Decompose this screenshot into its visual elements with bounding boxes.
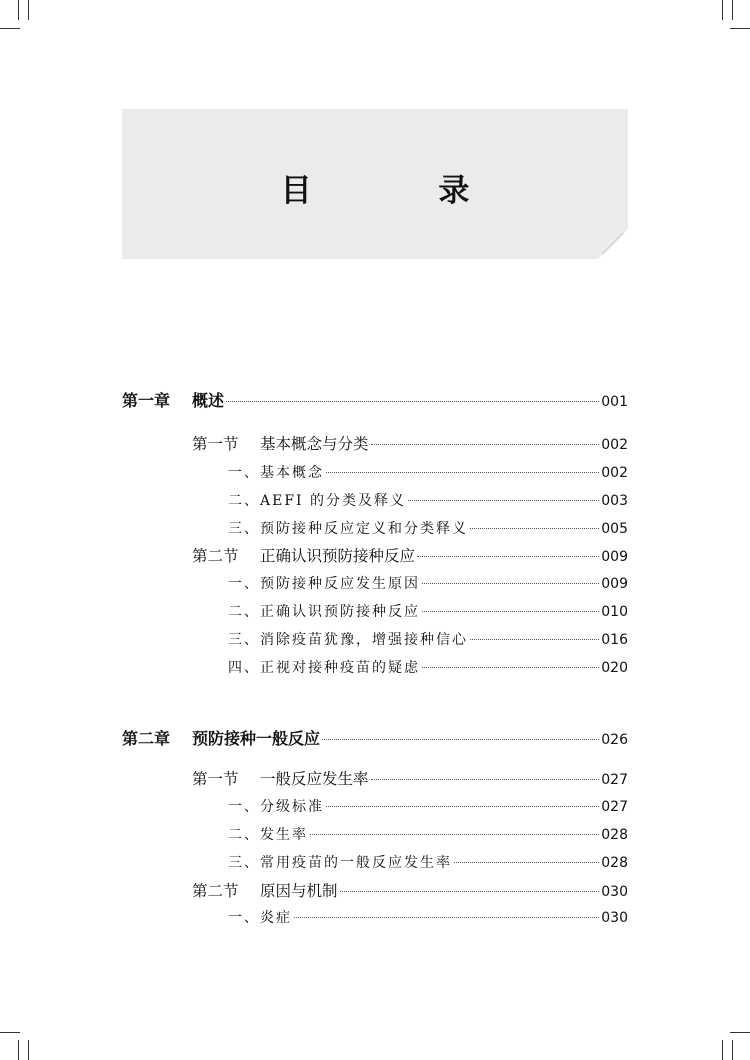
crop-mark [0, 28, 20, 29]
toc-item[interactable] [122, 601, 628, 621]
page-number: 028 [601, 827, 628, 843]
title-banner [122, 109, 628, 259]
toc-item[interactable] [122, 629, 628, 649]
page-number: 003 [601, 493, 628, 509]
dot-leader [340, 891, 600, 892]
section-number: 第一节 [192, 435, 239, 453]
section-number: 第一节 [192, 770, 239, 788]
item-title: 一、基本概念 [228, 465, 324, 481]
crop-mark [730, 28, 750, 29]
section-title: 正确认识预防接种反应 [260, 547, 416, 565]
page-number: 030 [601, 910, 628, 926]
item-title: 三、预防接种反应定义和分类释义 [228, 521, 468, 537]
page-number: 027 [601, 772, 628, 788]
page-number: 009 [601, 576, 628, 592]
page-number: 005 [601, 521, 628, 537]
item-title: 一、分级标准 [228, 799, 324, 815]
dot-leader [454, 862, 599, 863]
chapter-title: 预防接种一般反应 [192, 729, 321, 748]
toc-item[interactable] [122, 462, 628, 482]
dot-leader [326, 472, 599, 473]
dot-leader [408, 500, 599, 501]
dot-leader [422, 611, 599, 612]
item-title: 二、正确认识预防接种反应 [228, 604, 420, 620]
page-number: 001 [601, 394, 628, 410]
dot-leader [470, 639, 599, 640]
toc-section[interactable] [122, 544, 628, 566]
toc-item[interactable] [122, 824, 628, 844]
page-title: 目 录 [280, 173, 528, 209]
crop-mark [28, 1040, 29, 1060]
toc-section[interactable] [122, 432, 628, 454]
crop-mark [732, 1040, 733, 1060]
page-number: 030 [601, 884, 628, 900]
page-curl-decoration [598, 229, 628, 259]
section-title: 基本概念与分类 [260, 435, 369, 453]
page-number: 016 [601, 632, 628, 648]
item-title: 四、正视对接种疫苗的疑虑 [228, 660, 420, 676]
chapter-number: 第一章 [122, 391, 171, 410]
toc-chapter[interactable] [122, 726, 628, 749]
dot-leader [371, 779, 600, 780]
page-number: 009 [601, 549, 628, 565]
chapter-number: 第二章 [122, 729, 171, 748]
page-number: 028 [601, 855, 628, 871]
dot-leader [422, 667, 599, 668]
section-number: 第二节 [192, 547, 239, 565]
crop-mark [730, 1032, 750, 1033]
page-number: 002 [601, 465, 628, 481]
section-title: 原因与机制 [260, 882, 338, 900]
dot-leader [417, 556, 599, 557]
toc-item[interactable] [122, 907, 628, 927]
dot-leader [326, 806, 599, 807]
page-number: 026 [601, 732, 628, 748]
chapter-title: 概述 [192, 391, 225, 410]
dot-leader [294, 917, 599, 918]
toc-item[interactable] [122, 573, 628, 593]
toc-section[interactable] [122, 767, 628, 789]
page-number: 002 [601, 437, 628, 453]
item-title: 二、AEFI 的分类及释义 [228, 493, 407, 509]
page-number: 020 [601, 660, 628, 676]
item-title: 一、炎症 [228, 910, 292, 926]
page-number: 027 [601, 799, 628, 815]
dot-leader [322, 739, 599, 740]
item-title: 三、消除疫苗犹豫，增强接种信心 [228, 632, 468, 648]
crop-mark [732, 0, 733, 20]
dot-leader [310, 834, 599, 835]
dot-leader [371, 444, 600, 445]
toc-item[interactable] [122, 490, 628, 510]
toc-chapter[interactable] [122, 388, 628, 411]
crop-mark [18, 1040, 19, 1060]
toc-item[interactable] [122, 657, 628, 677]
item-title: 一、预防接种反应发生原因 [228, 576, 420, 592]
section-title: 一般反应发生率 [260, 770, 369, 788]
dot-leader [470, 528, 599, 529]
toc-section[interactable] [122, 879, 628, 901]
crop-mark [722, 1040, 723, 1060]
item-title: 三、常用疫苗的一般反应发生率 [228, 855, 452, 871]
crop-mark [0, 1032, 20, 1033]
page-number: 010 [601, 604, 628, 620]
section-number: 第二节 [192, 882, 239, 900]
crop-mark [722, 0, 723, 20]
dot-leader [422, 583, 599, 584]
item-title: 二、发生率 [228, 827, 308, 843]
dot-leader [226, 401, 599, 402]
crop-mark [18, 0, 19, 20]
toc-item[interactable] [122, 852, 628, 872]
crop-mark [28, 0, 29, 20]
toc-item[interactable] [122, 518, 628, 538]
toc-item[interactable] [122, 796, 628, 816]
